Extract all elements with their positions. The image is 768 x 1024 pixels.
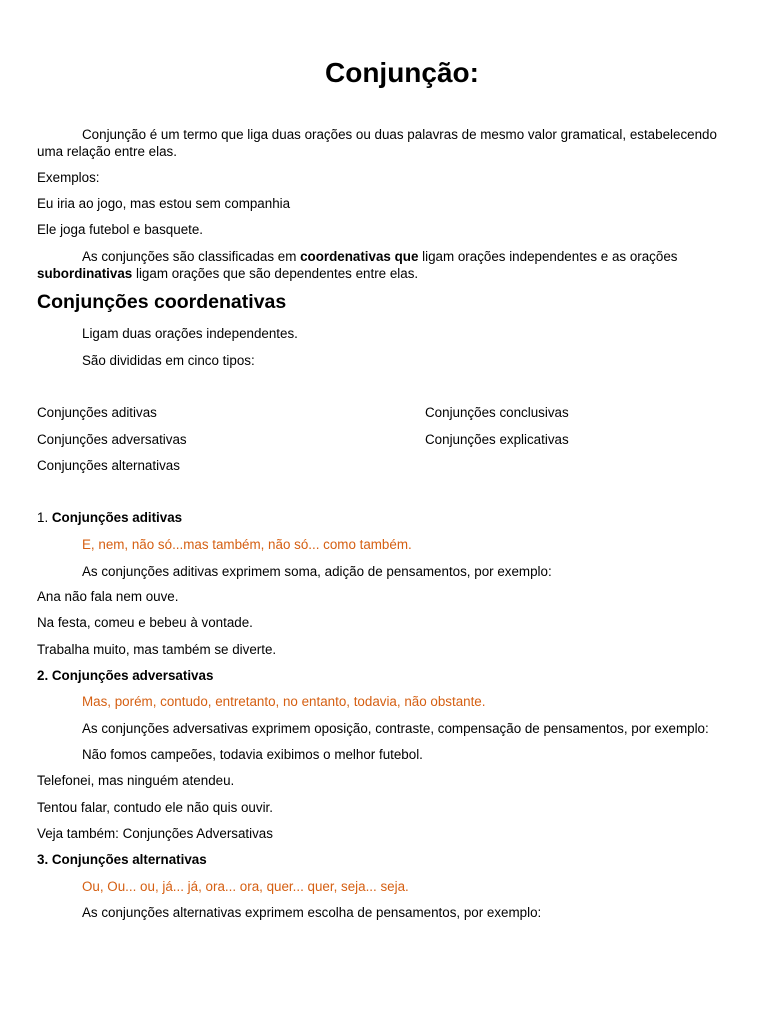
alternativas-description: As conjunções alternativas exprimem escolha de pensamentos, por exemplo: bbox=[82, 905, 542, 920]
intro-line-1: Conjunção é um termo que liga duas orações ou duas palavras de mesmo valor gramatical, estabelecendo bbox=[82, 127, 717, 142]
aditivas-example: Ana não fala nem ouve. bbox=[37, 589, 179, 604]
aditivas-title: Conjunções aditivas bbox=[51, 510, 183, 525]
classification-bold-subordinativas: subordinativas bbox=[37, 266, 133, 281]
classification-text-2: ligam orações independentes e as orações bbox=[418, 249, 678, 264]
example-sentence-1: Eu iria ao jogo, mas estou sem companhia bbox=[37, 196, 291, 211]
classification-text-3: ligam orações que são dependentes entre elas. bbox=[132, 266, 419, 281]
type-list-item: Conjunções conclusivas bbox=[425, 405, 569, 420]
see-also-line: Veja também: Conjunções Adversativas bbox=[37, 826, 273, 841]
aditivas-description: As conjunções aditivas exprimem soma, adição de pensamentos, por exemplo: bbox=[82, 564, 552, 579]
section-description-2: São divididas em cinco tipos: bbox=[82, 353, 255, 368]
adversativas-example: Tentou falar, contudo ele não quis ouvir. bbox=[37, 800, 273, 815]
page-title: Conjunção: bbox=[325, 57, 479, 88]
type-list-item: Conjunções adversativas bbox=[37, 432, 187, 447]
example-sentence-2: Ele joga futebol e basquete. bbox=[37, 222, 204, 237]
type-list-item: Conjunções alternativas bbox=[37, 458, 180, 473]
adversativas-example-indented: Não fomos campeões, todavia exibimos o melhor futebol. bbox=[82, 747, 423, 762]
aditivas-conjunction-list: E, nem, não só...mas também, não só... como também. bbox=[82, 537, 412, 552]
aditivas-example: Na festa, comeu e bebeu à vontade. bbox=[37, 615, 253, 630]
aditivas-heading bbox=[37, 509, 182, 526]
classification-bold-coordenativas: coordenativas que bbox=[300, 249, 419, 264]
alternativas-conjunction-list: Ou, Ou... ou, já... já, ora... ora, quer... quer, seja... seja. bbox=[82, 879, 409, 894]
classification-line-1 bbox=[82, 248, 677, 265]
type-list-item: Conjunções explicativas bbox=[425, 432, 569, 447]
adversativas-heading: 2. Conjunções adversativas bbox=[37, 668, 214, 683]
aditivas-number: 1. bbox=[37, 510, 52, 525]
intro-line-2: uma relação entre elas. bbox=[37, 144, 177, 159]
classification-line-2 bbox=[37, 265, 418, 282]
adversativas-example: Telefonei, mas ninguém atendeu. bbox=[37, 773, 235, 788]
adversativas-conjunction-list: Mas, porém, contudo, entretanto, no entanto, todavia, não obstante. bbox=[82, 694, 486, 709]
examples-label: Exemplos: bbox=[37, 170, 100, 185]
type-list-item: Conjunções aditivas bbox=[37, 405, 157, 420]
adversativas-description: As conjunções adversativas exprimem oposição, contraste, compensação de pensamentos, por exemplo: bbox=[82, 721, 709, 736]
classification-text-1: As conjunções são classificadas em bbox=[82, 249, 301, 264]
section-heading-coordenativas: Conjunções coordenativas bbox=[37, 291, 287, 313]
section-description-1: Ligam duas orações independentes. bbox=[82, 326, 298, 341]
aditivas-example: Trabalha muito, mas também se diverte. bbox=[37, 642, 277, 657]
alternativas-heading: 3. Conjunções alternativas bbox=[37, 852, 207, 867]
